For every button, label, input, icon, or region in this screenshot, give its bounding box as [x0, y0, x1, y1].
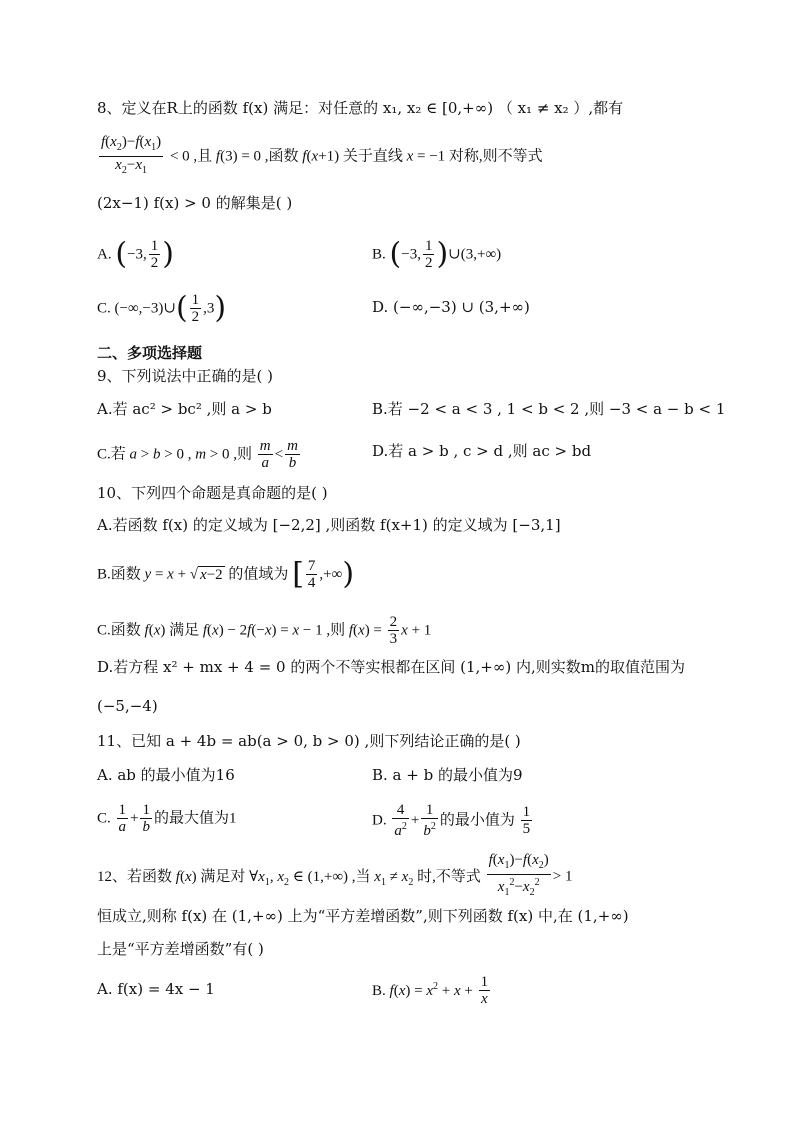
q12-stem: 12、若函数 f(x) 满足对 $\forall x_1$, $x_2$ ∈ (1,+∞) ,当 $x_1 \ne x_2$ 时,不等式 $\frac{f(x_1)-f(x_2)}{x_1^2-x_2^2}$ > 1: [97, 852, 573, 898]
q10-option-c: C.函数 f(x) 满足 f(x) − 2f(−x) = x − 1 ,则 f(x) = $\frac{2}{3}$ x + 1: [97, 614, 432, 647]
q10-option-b: B.函数 y = x + √ x−2 的值域为 [ $\frac{7}{4}$ ,+∞): [97, 556, 355, 592]
q9-stem: 9、下列说法中正确的是( ): [97, 367, 274, 385]
q10-stem: 10、下列四个命题是真命题的是( ): [97, 484, 328, 502]
q12-line3: 上是“平方差增函数”有( ): [97, 940, 264, 958]
q8-option-d: D. (−∞,−3) ∪ (3,+∞): [372, 298, 530, 316]
q11-option-d: D. $\frac{4}{a^2}$ + $\frac{1}{b^2}$ 的最小值为 $\frac{1}{5}$: [372, 802, 531, 839]
q12-option-b: B. $f(x) = x^2 + x$ + $\frac{1}{x}$: [372, 974, 489, 1007]
q10-option-d-line2: (−5,−4): [97, 697, 158, 715]
q8-option-b: B. (−3, $\frac{1}{2}$ )∪(3,+∞): [372, 236, 502, 272]
q11-stem: 11、已知 a + 4b = ab(a > 0, b > 0) ,则下列结论正确的是( ): [97, 732, 521, 750]
q8-fraction: $\frac{f(x_2)-f(x_1)}{x_2-x_1}$: [101, 134, 162, 176]
q8-line1: 8、定义在R上的函数 f(x) 满足：对任意的 x₁, x₂ ∈ [0,+∞) （ x₁ ≠ x₂ ）,都有: [97, 99, 624, 117]
q9-option-c: C.若 a > b > 0 , m > 0 ,则 $\frac{m}{a}$ < $\frac{m}{b}$: [97, 438, 298, 471]
section-title: 二、多项选择题: [97, 344, 203, 362]
q9-option-d: D.若 a > b , c > d ,则 ac > bd: [372, 442, 592, 460]
q10-option-a: A.若函数 f(x) 的定义域为 [−2,2] ,则函数 f(x+1) 的定义域为 [−3,1]: [97, 516, 561, 534]
q8-option-c: C. (−∞,−3)∪( $\frac{1}{2}$ ,3): [97, 290, 227, 326]
q9-option-a: A.若 ac² > bc² ,则 a > b: [97, 400, 272, 418]
q8-option-a: A. (−3, $\frac{1}{2}$ ): [97, 236, 174, 272]
q11-option-b: B. a + b 的最小值为9: [372, 766, 523, 784]
q9-option-b: B.若 −2 < a < 3 , 1 < b < 2 ,则 −3 < a − b < 1: [372, 400, 726, 418]
q8-line2-text: < 0 ,且 f(3) = 0 ,函数 f(x+1) 关于直线 x = −1 对称,则不等式: [169, 148, 543, 165]
q11-option-a: A. ab 的最小值为16: [97, 766, 235, 784]
q11-option-c: C. $\frac{1}{a}$ + $\frac{1}{b}$ 的最大值为1: [97, 802, 237, 835]
q8-line2: [97, 134, 543, 179]
q12-option-a: A. f(x) = 4x − 1: [97, 980, 215, 998]
q8-line3: (2x−1) f(x) > 0 的解集是( ): [97, 194, 293, 212]
q10-option-d-line1: D.若方程 x² + mx + 4 = 0 的两个不等实根都在区间 (1,+∞) 内,则实数m的取值范围为: [97, 658, 685, 676]
q12-line2: 恒成立,则称 f(x) 在 (1,+∞) 上为“平方差增函数”,则下列函数 f(x) 中,在 (1,+∞): [97, 907, 629, 925]
